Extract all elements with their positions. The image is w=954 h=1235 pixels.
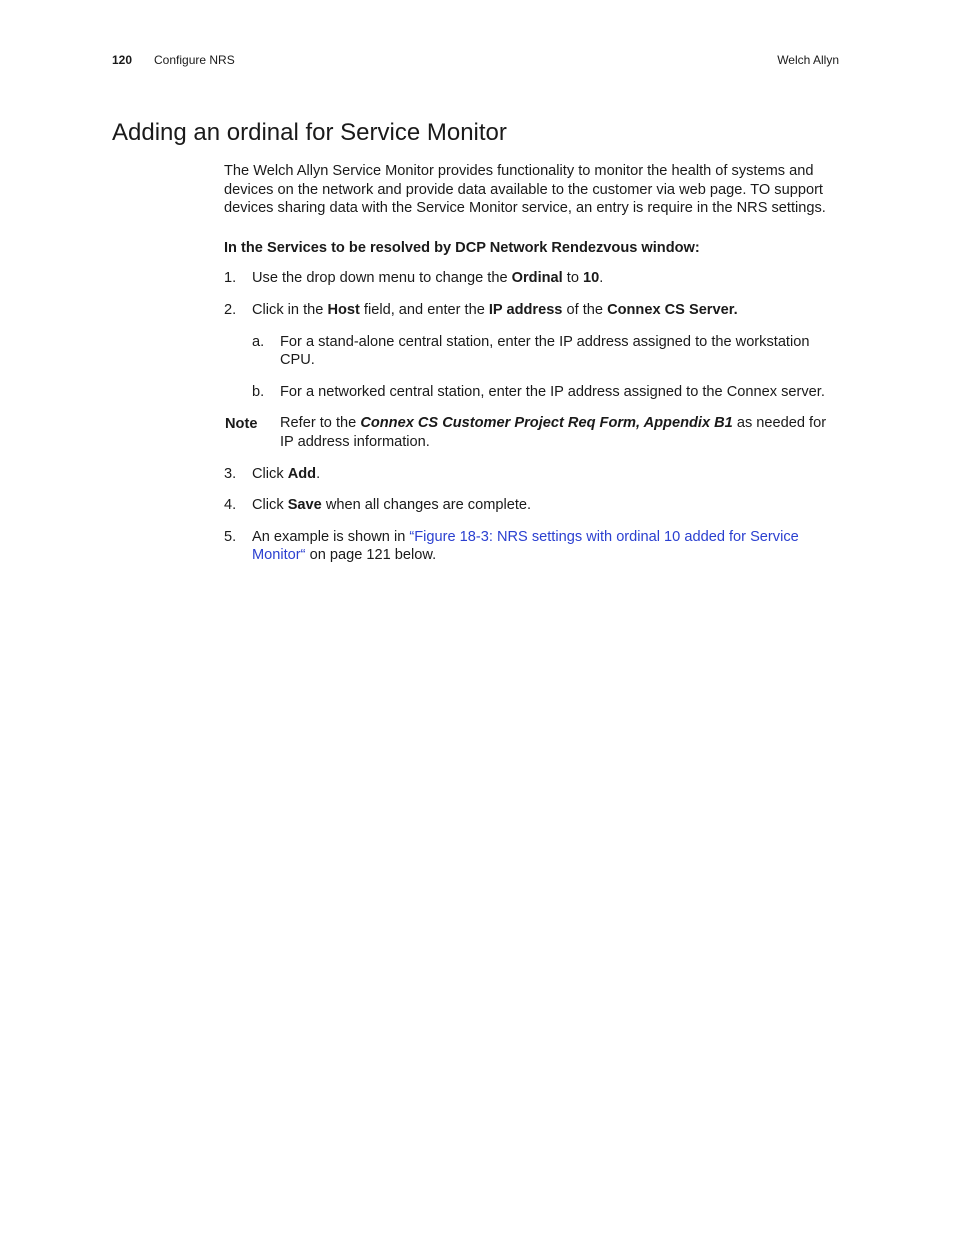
ui-term-host: Host xyxy=(327,301,360,318)
intro-paragraph: The Welch Allyn Service Monitor provides functionality to monitor the health of systems and devices on the network and provide data available to the customer via web page. TO support devices sharing data with the Service Monitor service, an entry is require in the NRS settings. xyxy=(224,163,826,217)
page-number: 120 xyxy=(112,53,133,67)
step-text: Click xyxy=(252,465,288,482)
note-block xyxy=(224,414,840,451)
substep-a xyxy=(252,333,840,370)
step-5 xyxy=(224,528,840,565)
note-text: Refer to the xyxy=(280,415,361,432)
step-3 xyxy=(224,465,840,484)
chapter-title: Configure NRS xyxy=(154,53,235,67)
ui-term-ip-address: IP address xyxy=(488,301,563,318)
step-number: 1. xyxy=(224,270,237,287)
step-1 xyxy=(224,269,840,288)
substep-letter: a. xyxy=(252,333,265,350)
step-4 xyxy=(224,496,840,515)
substep-b xyxy=(252,383,840,402)
section-body xyxy=(224,162,840,578)
step-2 xyxy=(224,301,840,320)
figure-cross-reference-link[interactable]: “Figure 18-3: NRS settings with ordinal 10 added for Service Monitor“ xyxy=(252,528,799,564)
step-text: . xyxy=(316,465,321,482)
step-number: 5. xyxy=(224,528,237,545)
step-number: 4. xyxy=(224,497,237,514)
ui-term-save: Save xyxy=(287,497,322,514)
step-text: to xyxy=(562,270,583,287)
step-number: 3. xyxy=(224,465,237,482)
ui-term-value: 10 xyxy=(583,270,600,287)
note-label: Note xyxy=(225,416,258,433)
ui-term-add: Add xyxy=(287,465,317,482)
step-text: . xyxy=(599,270,604,287)
step-text: Click xyxy=(252,497,288,514)
step-text: of the xyxy=(562,301,608,318)
page-header xyxy=(112,52,839,70)
procedure-lead: In the Services to be resolved by DCP Network Rendezvous window: xyxy=(224,239,700,256)
ui-term-ordinal: Ordinal xyxy=(511,270,563,287)
step-number: 2. xyxy=(224,301,237,318)
step-text: Click in the xyxy=(252,301,328,318)
brand-name: Welch Allyn xyxy=(777,53,839,67)
step-text: on page 121 below. xyxy=(305,547,437,564)
document-reference: Connex CS Customer Project Req Form, Appendix B1 xyxy=(360,415,733,432)
step-text: when all changes are complete. xyxy=(321,497,532,514)
step-text: An example is shown in xyxy=(252,528,410,545)
note-text: as needed for IP address information. xyxy=(280,415,827,450)
substep-letter: b. xyxy=(252,383,265,400)
step-text: Use the drop down menu to change the xyxy=(252,270,512,287)
substep-text: For a networked central station, enter the IP address assigned to the Connex server. xyxy=(280,383,825,400)
section-title: Adding an ordinal for Service Monitor xyxy=(112,119,507,146)
substep-text: For a stand-alone central station, enter the IP address assigned to the workstation CPU. xyxy=(280,333,810,369)
step-text: field, and enter the xyxy=(359,301,489,318)
ui-term-server: Connex CS Server. xyxy=(607,301,738,318)
